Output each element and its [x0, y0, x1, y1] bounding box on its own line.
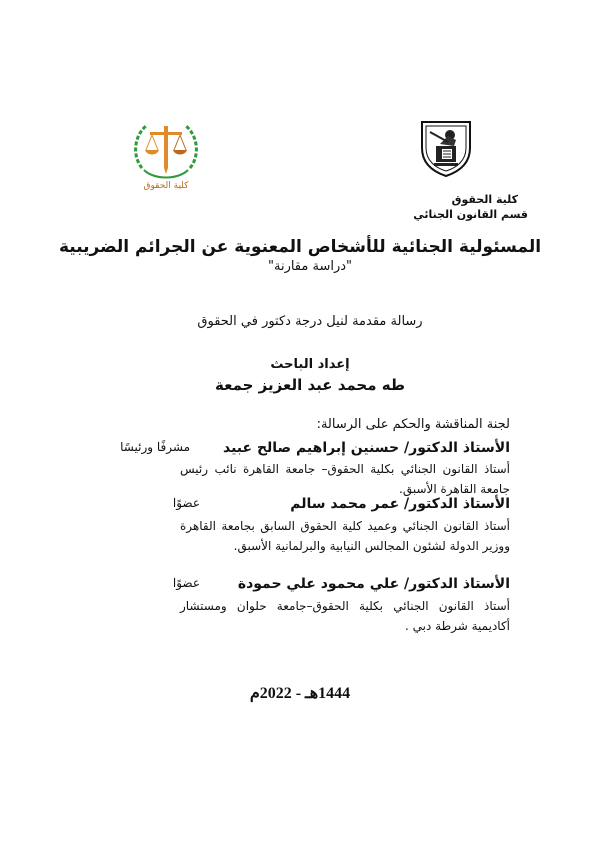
date: 1444هـ - 2022م	[249, 685, 351, 702]
svg-text:كلية الحقوق: كلية الحقوق	[143, 181, 189, 191]
committee-member-role: عضوًا	[172, 496, 200, 510]
cairo-university-logo	[418, 118, 474, 180]
author-name: طه محمد عبد العزيز جمعة	[215, 376, 405, 394]
thesis-title: المسئولية الجنائية للأشخاص المعنوية عن الجرائم الضريبية	[58, 237, 542, 257]
degree-statement: رسالة مقدمة لنيل درجة دكتور في الحقوق	[197, 314, 423, 329]
department-name: قسم القانون الجنائي	[413, 208, 528, 221]
committee-member-role: مشرفًا ورئيسًا	[120, 440, 190, 454]
committee-member-name: الأستاذ الدكتور/ حسنين إبراهيم صالح عبيد	[222, 440, 510, 456]
committee-member-description: أستاذ القانون الجنائي بكلية الحقوق–جامعة حلوان ومستشار أكاديمية شرطة دبي .	[180, 599, 510, 633]
committee-member-description: أستاذ القانون الجنائي بكلية الحقوق– جامعة القاهرة نائب رئيس جامعة القاهرة الأسبق.	[180, 462, 510, 496]
committee-member-description: أستاذ القانون الجنائي وعميد كلية الحقوق السابق بجامعة القاهرة ووزير الدولة لشئون المجالس النيابية والبرلمانية الأسبق.	[180, 519, 510, 553]
prepared-by-label: إعداد الباحث	[270, 357, 350, 372]
committee-member-name: الأستاذ الدكتور/ علي محمود علي حمودة	[237, 576, 510, 592]
committee-heading: لجنة المناقشة والحكم على الرسالة:	[316, 417, 510, 432]
cairo-university-shield-icon	[418, 118, 474, 180]
faculty-of-law-logo	[130, 118, 202, 192]
thesis-subtitle: "دراسة مقارنة"	[268, 259, 352, 274]
committee-member-role: عضوًا	[172, 576, 200, 590]
scales-of-justice-icon	[130, 118, 202, 192]
faculty-name: كلية الحقوق	[451, 193, 518, 206]
committee-member-name: الأستاذ الدكتور/ عمر محمد سالم	[290, 496, 510, 512]
